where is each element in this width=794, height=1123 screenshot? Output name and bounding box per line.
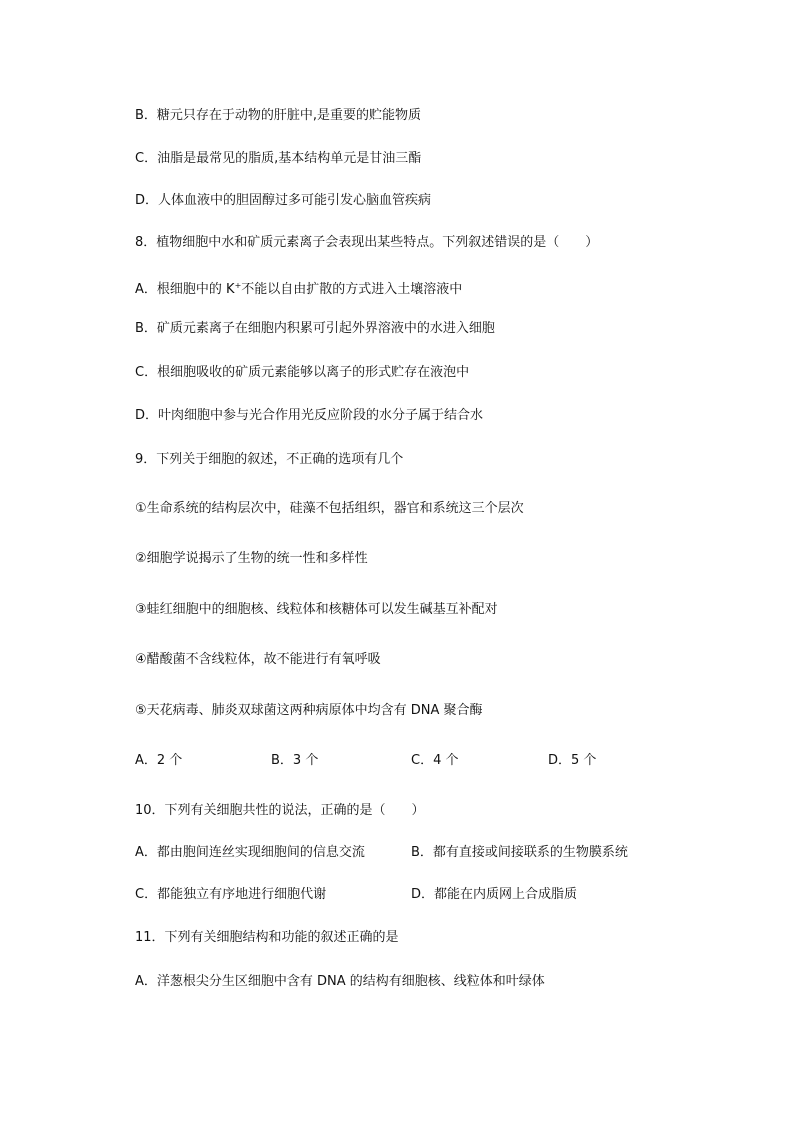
q10-option-b: B．都有直接或间接联系的生物膜系统 — [411, 845, 628, 860]
q9-option-c: C．4 个 — [411, 753, 459, 768]
q9-option-a: A．2 个 — [135, 753, 183, 768]
q11-stem: 11．下列有关细胞结构和功能的叙述正确的是 — [135, 930, 399, 945]
q8-option-a-post: 不能以自由扩散的方式进入土壤溶液中 — [241, 282, 463, 297]
q9-option-d: D．5 个 — [548, 753, 597, 768]
q8-stem: 8．植物细胞中水和矿质元素离子会表现出某些特点。下列叙述错误的是（ ） — [135, 235, 599, 250]
q9-statement-2: ②细胞学说揭示了生物的统一性和多样性 — [135, 551, 368, 566]
q9-statement-4: ④醋酸菌不含线粒体，故不能进行有氧呼吸 — [135, 652, 381, 667]
q8-option-d: D．叶肉细胞中参与光合作用光反应阶段的水分子属于结合水 — [135, 408, 484, 423]
q10-option-d: D．都能在内质网上合成脂质 — [411, 887, 578, 902]
q7-option-d: D．人体血液中的胆固醇过多可能引发心脑血管疾病 — [135, 193, 432, 208]
q7-option-b: B．糖元只存在于动物的肝脏中,是重要的贮能物质 — [135, 108, 422, 123]
q9-statement-3: ③蛙红细胞中的细胞核、线粒体和核糖体可以发生碱基互补配对 — [135, 602, 498, 617]
q8-option-a-pre: A．根细胞中的 K — [135, 282, 235, 297]
q11-option-a: A．洋葱根尖分生区细胞中含有 DNA 的结构有细胞核、线粒体和叶绿体 — [135, 974, 545, 989]
q8-option-b: B．矿质元素离子在细胞内积累可引起外界溶液中的水进入细胞 — [135, 321, 495, 336]
q9-stem: 9．下列关于细胞的叙述，不正确的选项有几个 — [135, 452, 404, 467]
q9-statement-5: ⑤天花病毒、肺炎双球菌这两种病原体中均含有 DNA 聚合酶 — [135, 703, 483, 718]
q10-stem: 10．下列有关细胞共性的说法，正确的是（ ） — [135, 803, 425, 818]
q10-option-c: C．都能独立有序地进行细胞代谢 — [135, 887, 327, 902]
q9-statement-1: ①生命系统的结构层次中，硅藻不包括组织，器官和系统这三个层次 — [135, 501, 524, 516]
q9-option-b: B．3 个 — [271, 753, 319, 768]
q8-option-c: C．根细胞吸收的矿质元素能够以离子的形式贮存在液泡中 — [135, 365, 470, 380]
q8-option-a — [135, 277, 462, 299]
q10-option-a: A．都由胞间连丝实现细胞间的信息交流 — [135, 845, 365, 860]
q8-option-a-sup: + — [234, 281, 242, 290]
q7-option-c: C．油脂是最常见的脂质,基本结构单元是甘油三酯 — [135, 151, 422, 166]
